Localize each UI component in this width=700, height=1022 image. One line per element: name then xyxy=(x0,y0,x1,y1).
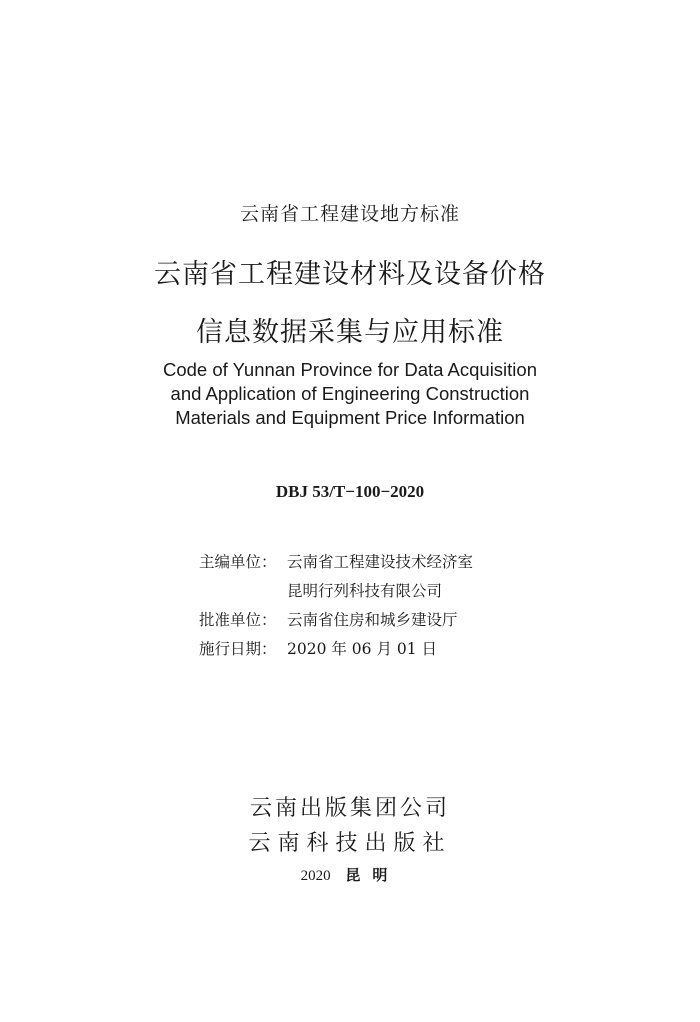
main-title-line-2: 信息数据采集与应用标准 xyxy=(196,317,504,348)
publication-city: 昆明 xyxy=(345,866,400,884)
standard-info xyxy=(199,548,473,664)
editor-label: 主编单位： xyxy=(199,553,277,571)
english-title-line-1: Code of Yunnan Province for Data Acquisition xyxy=(162,359,537,380)
publisher-1: 云南出版集团公司 xyxy=(249,796,450,821)
standard-code: DBJ 53/T−100−2020 xyxy=(275,482,425,501)
approver-label: 批准单位： xyxy=(199,611,277,629)
editor-row-2 xyxy=(199,577,473,606)
approver: 云南省住房和城乡建设厅 xyxy=(287,611,458,629)
editor-1: 云南省工程建设技术经济室 xyxy=(287,553,474,571)
editor-2: 昆明行列科技有限公司 xyxy=(287,582,443,600)
publication-year: 2020 xyxy=(300,868,331,884)
effective-date: 2020 年 06 月 01 日 xyxy=(287,640,438,658)
date-label: 施行日期： xyxy=(199,640,277,658)
info-spacer xyxy=(199,577,287,606)
main-title-line-1: 云南省工程建设材料及设备价格 xyxy=(154,259,546,290)
english-title-line-2: and Application of Engineering Construction xyxy=(170,383,530,404)
publisher-2: 云南科技出版社 xyxy=(248,831,452,856)
approver-row xyxy=(199,606,473,635)
series-title: 云南省工程建设地方标准 xyxy=(239,203,460,225)
english-title-line-3: Materials and Equipment Price Information xyxy=(175,407,525,428)
editor-row xyxy=(199,548,473,577)
publication-line xyxy=(0,864,700,885)
date-row xyxy=(199,635,473,664)
